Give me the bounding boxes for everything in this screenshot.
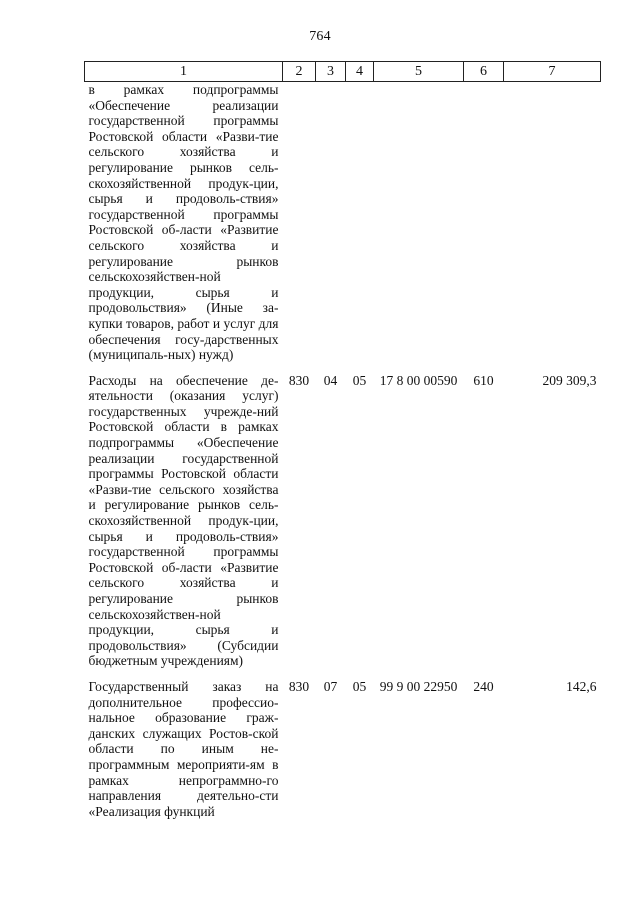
cell-section bbox=[316, 82, 346, 363]
cell-expense-type: 610 bbox=[473, 372, 494, 388]
row-description: Расходы на обеспечение де-ятельности (оказания услуг) государственных учрежде-ний Ростовской области в рамках подпрограммы «Обеспечение реализации государственной программы Ростовской области «Разви-тие сельского хозяйства и регулирование рынков сель-скохозяйственной продук-ции, сырья и продоволь-ствия» государственной программы Ростовской об-ласти «Развитие сельского хозяйства и регулирование рынков сельскохозяйствен-ной продукции, сырья и продовольствия» (Субсидии бюджетным учреждениям) bbox=[88, 372, 279, 669]
cell-subsection bbox=[346, 82, 374, 363]
budget-table bbox=[84, 61, 601, 819]
header-row bbox=[85, 62, 601, 82]
cell-target-article: 99 9 00 22950 bbox=[379, 678, 458, 694]
cell-amount: 209 309,3 bbox=[542, 372, 597, 388]
cell-amount: 142,6 bbox=[566, 678, 597, 694]
row-description: Государственный заказ на дополнительное профессио-нальное образование граж-данских служащих Ростов-ской области по иным не-программным мероприяти-ям в рамках непрограммно-го направления деятельно-сти «Реализация функций bbox=[88, 678, 279, 819]
cell-section: 07 bbox=[323, 678, 338, 694]
cell-ministry-code: 830 bbox=[288, 372, 310, 388]
header-col-6: 6 bbox=[464, 62, 504, 82]
row-description: в рамках подпрограммы «Обеспечение реализации государственной программы Ростовской области «Разви-тие сельского хозяйства и регулирование рынков сель-скохозяйственной продук-ции, сырья и продоволь-ствия» государственной программы Ростовской об-ласти «Развитие сельского хозяйства и регулирование рынков сельскохозяйствен-ной продукции, сырья и продовольствия» (Иные за-купки товаров, работ и услуг для обеспечения госу-дарственных (муниципаль-ных) нужд) bbox=[88, 82, 279, 363]
cell-ministry-code bbox=[283, 82, 316, 363]
cell-target-article: 17 8 00 00590 bbox=[379, 372, 458, 388]
cell-subsection: 05 bbox=[352, 678, 367, 694]
table-row bbox=[85, 363, 601, 669]
table-row bbox=[85, 82, 601, 363]
page-number: 764 bbox=[309, 29, 331, 44]
header-col-2: 2 bbox=[283, 62, 316, 82]
header-col-1: 1 bbox=[85, 62, 283, 82]
cell-target-article bbox=[374, 82, 464, 363]
cell-amount bbox=[504, 82, 601, 363]
table-body bbox=[85, 82, 601, 820]
cell-expense-type bbox=[464, 82, 504, 363]
table-row bbox=[85, 669, 601, 819]
table-header bbox=[85, 62, 601, 82]
cell-subsection: 05 bbox=[352, 372, 367, 388]
header-col-7: 7 bbox=[504, 62, 601, 82]
cell-section: 04 bbox=[323, 372, 338, 388]
header-col-3: 3 bbox=[316, 62, 346, 82]
header-col-5: 5 bbox=[374, 62, 464, 82]
cell-expense-type: 240 bbox=[473, 678, 494, 694]
cell-ministry-code: 830 bbox=[288, 678, 310, 694]
header-col-4: 4 bbox=[346, 62, 374, 82]
